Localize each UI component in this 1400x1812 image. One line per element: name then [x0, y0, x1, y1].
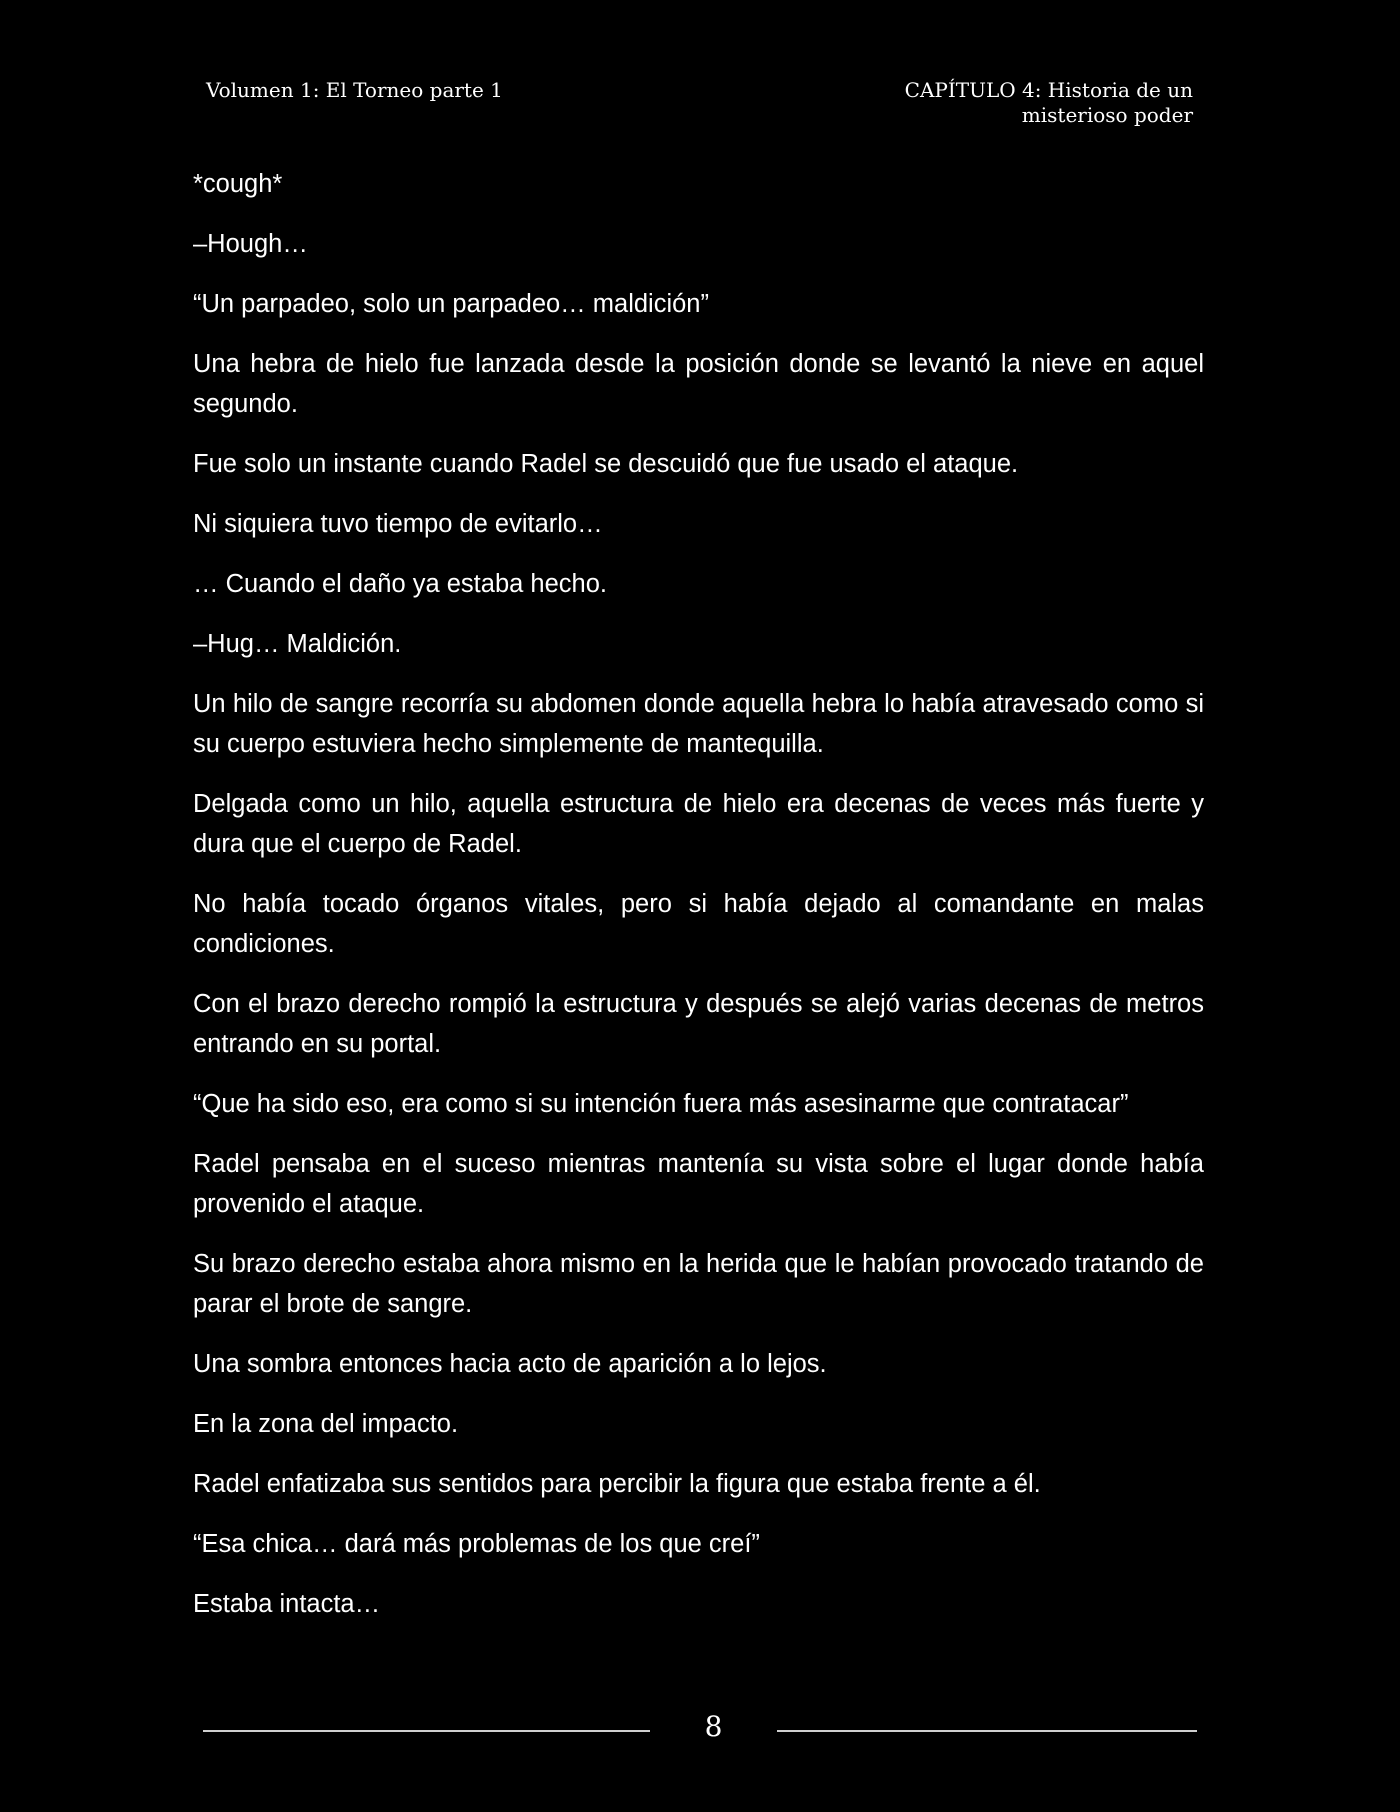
paragraph: “Esa chica… dará más problemas de los que creí” — [193, 1530, 760, 1558]
chapter-body — [193, 164, 1204, 1644]
footer-rule-right — [777, 1730, 1197, 1732]
page-number: 8 — [704, 1710, 723, 1743]
paragraph: Fue solo un instante cuando Radel se descuidó que fue usado el ataque. — [193, 450, 1019, 478]
paragraph: Ni siquiera tuvo tiempo de evitarlo… — [193, 510, 603, 538]
header-volume-title: Volumen 1: El Torneo parte 1 — [206, 78, 503, 102]
header-chapter-title: CAPÍTULO 4: Historia de un misterioso poder — [904, 78, 1193, 127]
paragraph: Una sombra entonces hacia acto de aparición a lo lejos. — [193, 1350, 827, 1378]
paragraph: Su brazo derecho estaba ahora mismo en la herida que le habían provocado tratando de parar el brote de sangre. — [193, 1250, 1204, 1318]
paragraph: En la zona del impacto. — [193, 1410, 459, 1438]
paragraph: Con el brazo derecho rompió la estructura y después se alejó varias decenas de metros entrando en su portal. — [193, 990, 1204, 1058]
paragraph: Delgada como un hilo, aquella estructura de hielo era decenas de veces más fuerte y dura que el cuerpo de Radel. — [193, 790, 1204, 858]
paragraph: … Cuando el daño ya estaba hecho. — [193, 570, 607, 598]
paragraph: No había tocado órganos vitales, pero si había dejado al comandante en malas condiciones. — [193, 890, 1204, 958]
paragraph: *cough* — [193, 170, 283, 198]
paragraph: Estaba intacta… — [193, 1590, 381, 1618]
paragraph: –Hug… Maldición. — [193, 630, 402, 658]
page-footer — [203, 1708, 1197, 1754]
paragraph: –Hough… — [193, 230, 308, 258]
paragraph: Una hebra de hielo fue lanzada desde la posición donde se levantó la nieve en aquel segundo. — [193, 350, 1204, 418]
paragraph: “Un parpadeo, solo un parpadeo… maldición” — [193, 290, 709, 318]
paragraph: “Que ha sido eso, era como si su intención fuera más asesinarme que contratacar” — [193, 1090, 1129, 1118]
footer-rule-left — [203, 1730, 650, 1732]
paragraph: Radel enfatizaba sus sentidos para percibir la figura que estaba frente a él. — [193, 1470, 1041, 1498]
paragraph: Un hilo de sangre recorría su abdomen donde aquella hebra lo había atravesado como si su cuerpo estuviera hecho simplemente de mantequilla. — [193, 690, 1204, 758]
paragraph: Radel pensaba en el suceso mientras mantenía su vista sobre el lugar donde había provenido el ataque. — [193, 1150, 1204, 1218]
